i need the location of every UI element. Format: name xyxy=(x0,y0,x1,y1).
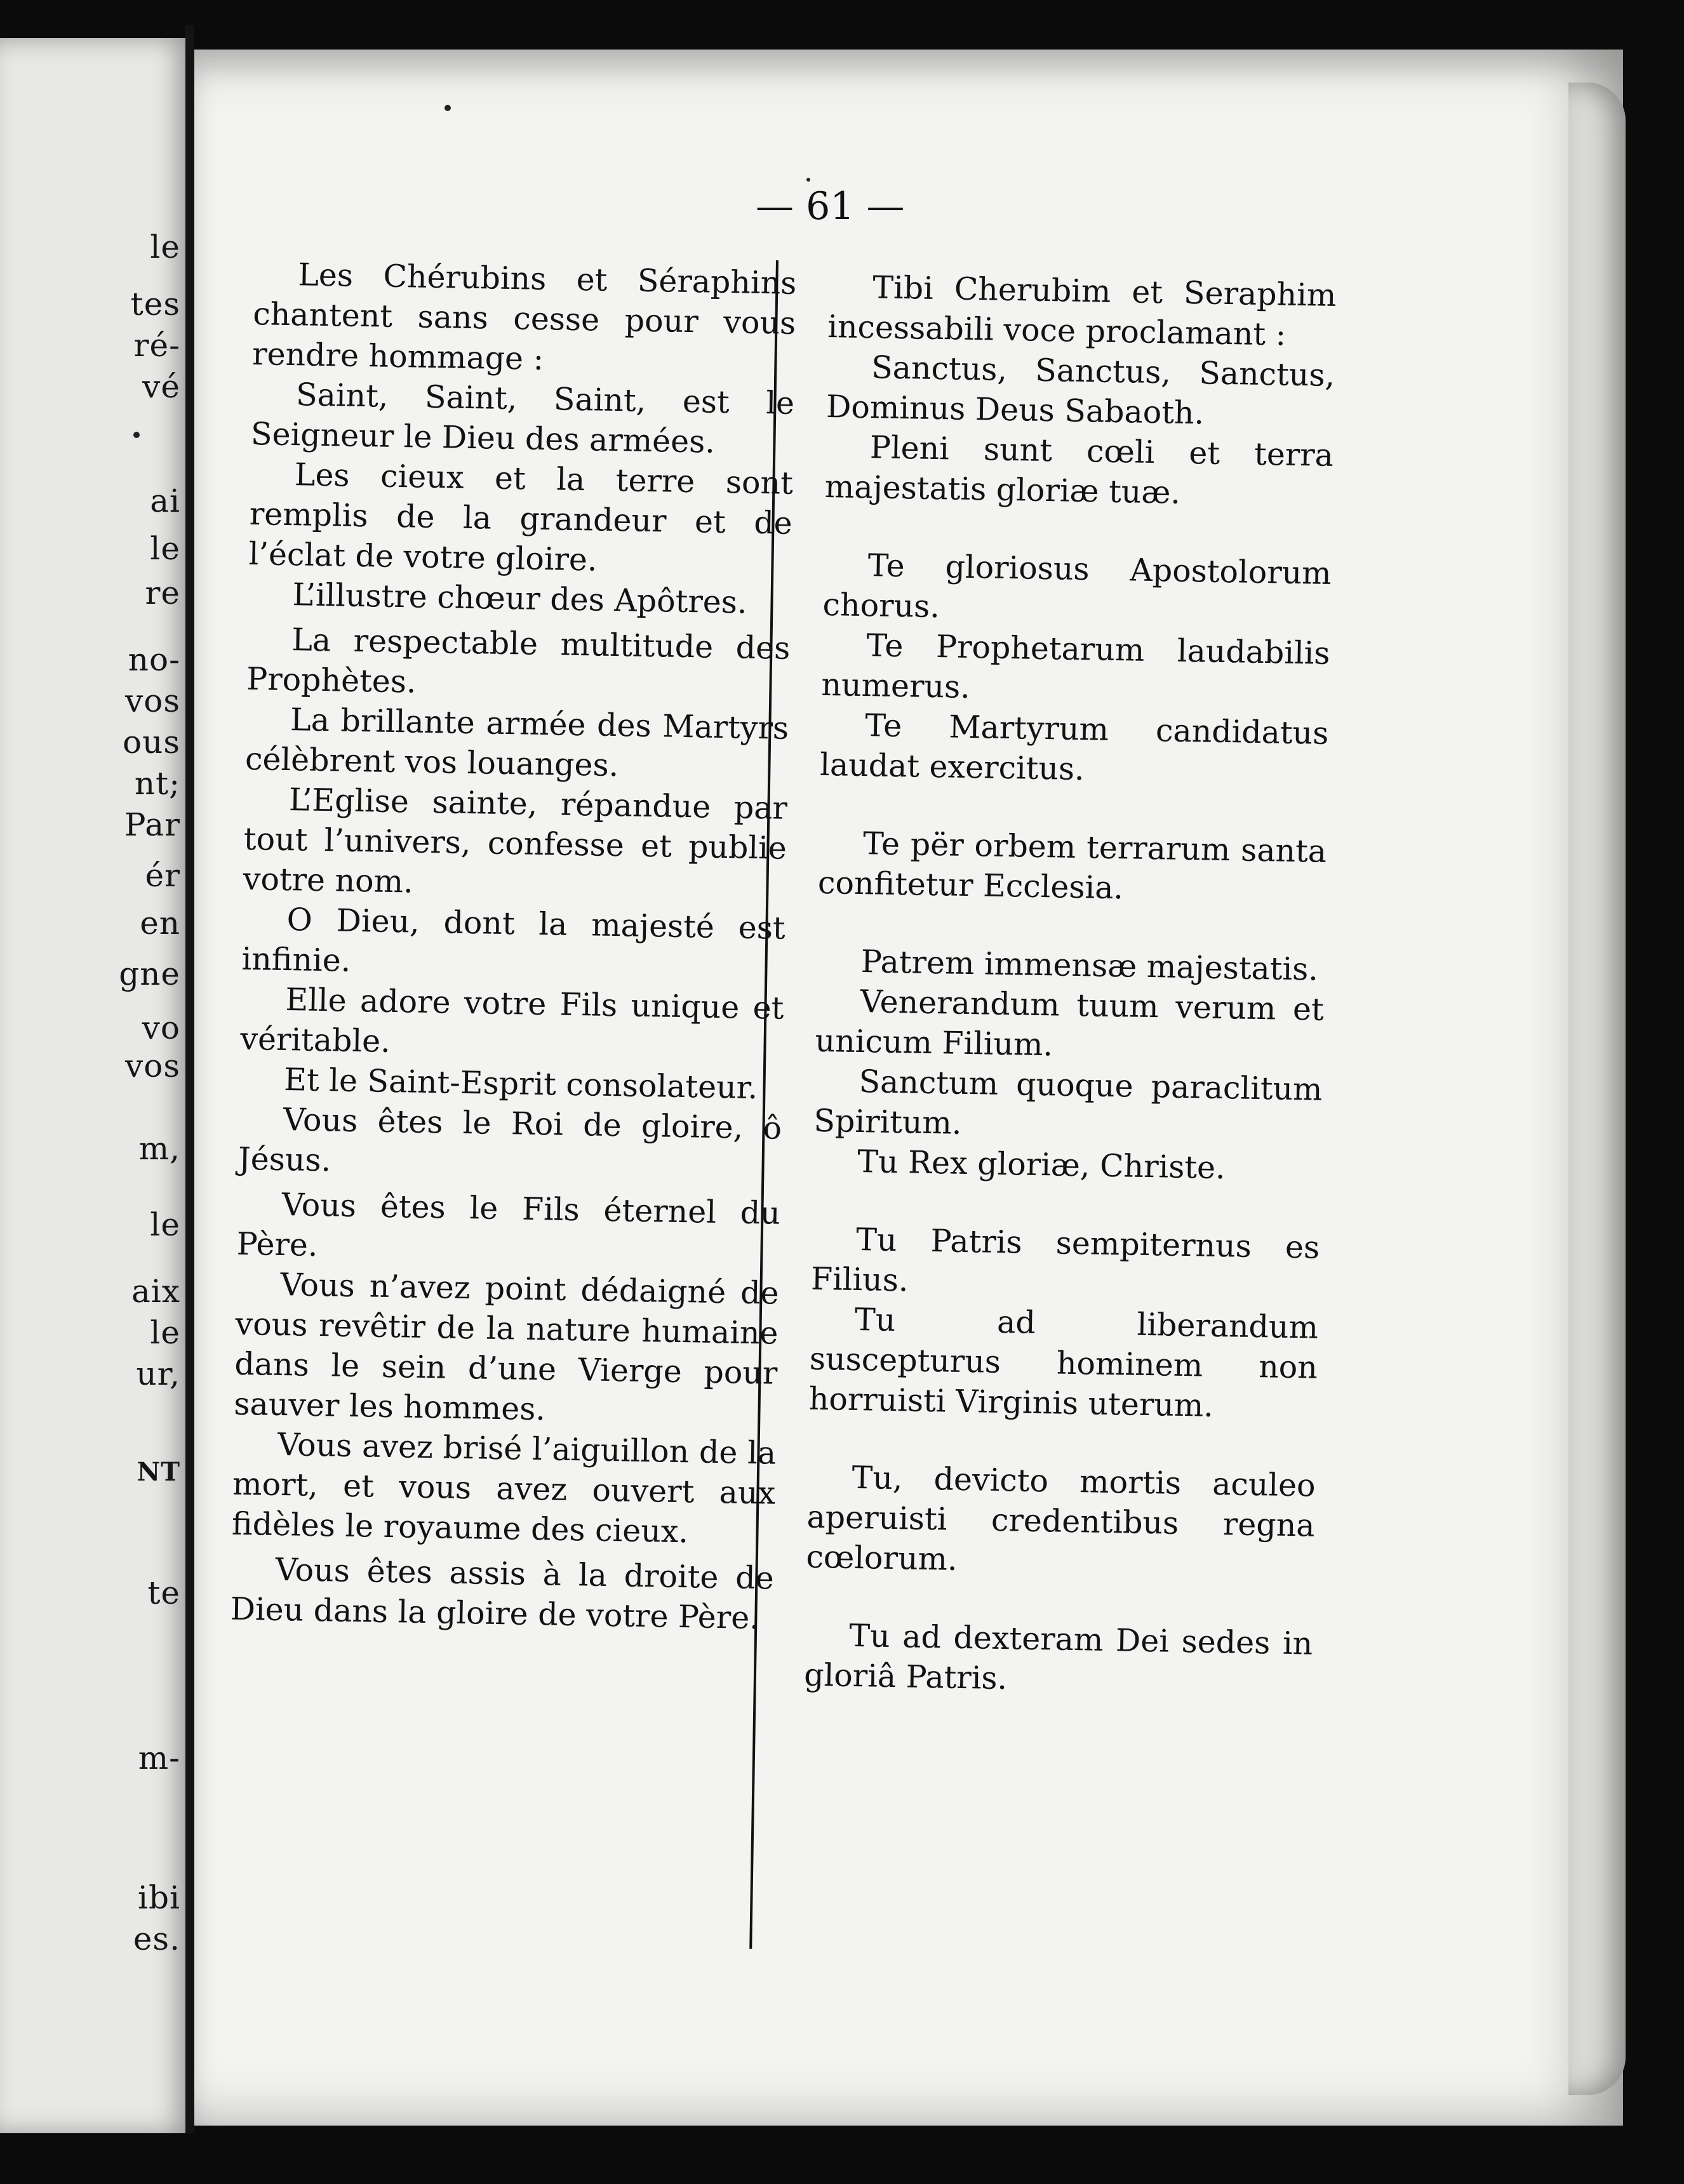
latin-verse: Sanctus, Sanctus, Sanctus, Dominus Deus Sabaoth. xyxy=(825,349,1335,432)
french-verse: O Dieu, dont la majesté est infinie. xyxy=(241,902,786,979)
french-verse: Les Chérubins et Séraphins chantent sans cesse pour vous rendre hommage : xyxy=(251,256,797,377)
french-verse: Vous êtes assis à la droite de Dieu dans la gloire de votre Père. xyxy=(230,1551,775,1637)
latin-verse: Venerandum tuum verum et unicum Filium. xyxy=(815,983,1325,1063)
left-fragment: re xyxy=(145,575,180,611)
page-number: — 61 — xyxy=(756,184,905,229)
left-fragment: vé xyxy=(142,368,180,405)
book-gutter xyxy=(185,25,194,2133)
left-fragment: tes xyxy=(130,286,180,323)
latin-column xyxy=(804,267,1337,1704)
left-fragment: le xyxy=(150,530,180,567)
french-verse: La brillante armée des Martyrs célèbrent vos louanges. xyxy=(244,702,789,784)
latin-verse: Tibi Cherubim et Seraphim incessabili voce proclamant : xyxy=(827,269,1337,353)
left-fragment: es. xyxy=(133,1921,180,1957)
latin-verse: Tu Patris sempiternus es Filius. xyxy=(810,1221,1320,1299)
latin-verse: Te Prophetarum laudabilis numerus. xyxy=(821,627,1330,705)
left-fragment: m, xyxy=(138,1130,180,1167)
left-fragment: le xyxy=(150,229,180,265)
left-page-edge xyxy=(0,38,190,2133)
latin-verse: Te për orbem terrarum santa confitetur Ecclesia. xyxy=(817,825,1327,907)
left-fragment: Par xyxy=(124,806,180,843)
ink-speck xyxy=(133,432,140,438)
latin-verse: Pleni sunt cœli et terra majestatis gloriæ tuæ. xyxy=(824,429,1334,511)
left-fragment: vos xyxy=(124,1048,180,1084)
left-fragment: ai xyxy=(150,483,180,519)
left-fragment: ous xyxy=(123,724,180,761)
left-fragment: te xyxy=(147,1575,180,1611)
left-fragment: ér xyxy=(145,857,180,894)
latin-verse: Patrem immensæ majestatis. xyxy=(860,943,1319,988)
french-verse: L’Eglise sainte, répandue par tout l’univers, confesse et publie votre nom. xyxy=(243,782,788,900)
left-fragment: ibi xyxy=(138,1879,180,1916)
left-fragment: ré- xyxy=(133,327,180,364)
left-fragment: le xyxy=(150,1314,180,1351)
left-fragment: aix xyxy=(131,1273,180,1310)
french-verse: Vous êtes le Fils éternel du Père. xyxy=(236,1186,781,1263)
french-verse: Saint, Saint, Saint, est le Seigneur le Dieu des armées. xyxy=(250,376,795,460)
page-edge-shadow xyxy=(1568,83,1626,2095)
left-fragment: ur, xyxy=(136,1355,180,1392)
left-page-fragments xyxy=(0,38,184,2133)
latin-verse: Tu ad dexteram Dei sedes in gloriâ Patris. xyxy=(803,1617,1313,1697)
left-fragment: vo xyxy=(142,1009,180,1046)
left-fragment: en xyxy=(140,905,180,942)
french-verse: La respectable multitude des Prophètes. xyxy=(246,622,791,700)
french-verse: Elle adore votre Fils unique et véritable. xyxy=(239,982,784,1060)
latin-verse: Te gloriosus Apostolorum chorus. xyxy=(822,547,1332,625)
french-verse: Vous n’avez point dédaigné de vous revêtir de la nature humaine dans le sein d’une Vierge pour sauver les hommes. xyxy=(233,1266,780,1428)
left-fragment: le xyxy=(150,1206,180,1243)
french-verse: Vous êtes le Roi de gloire, ô Jésus. xyxy=(237,1102,782,1179)
french-verse: Les cieux et la terre sont remplis de la grandeur et de l’éclat de votre gloire. xyxy=(248,456,794,578)
left-fragment: nt; xyxy=(134,765,180,802)
latin-verse: Te Martyrum candidatus laudat exercitus. xyxy=(819,707,1329,788)
left-fragment: vos xyxy=(124,682,180,719)
latin-verse: Sanctum quoque paraclitum Spiritum. xyxy=(813,1063,1323,1142)
latin-verse: Tu, devicto mortis aculeo aperuisti credentibus regna cœlorum. xyxy=(806,1459,1316,1578)
french-verse: Vous avez brisé l’aiguillon de la mort, et vous avez ouvert aux fidèles le royaume des cieux. xyxy=(231,1426,777,1550)
left-fragment: m- xyxy=(138,1740,180,1776)
french-column xyxy=(230,254,797,1639)
left-fragment: no- xyxy=(128,641,180,678)
left-fragment: gne xyxy=(119,956,180,992)
french-verse: L’illustre chœur des Apôtres. xyxy=(292,576,748,621)
left-fragment: NT xyxy=(137,1457,180,1487)
french-verse: Et le Saint-Esprit consolateur. xyxy=(283,1062,758,1107)
latin-verse: Tu Rex gloriæ, Christe. xyxy=(857,1143,1226,1187)
ink-speck xyxy=(806,178,810,182)
ink-speck xyxy=(444,105,451,111)
latin-verse: Tu ad liberandum suscepturus hominem non horruisti Virginis uterum. xyxy=(808,1301,1319,1424)
